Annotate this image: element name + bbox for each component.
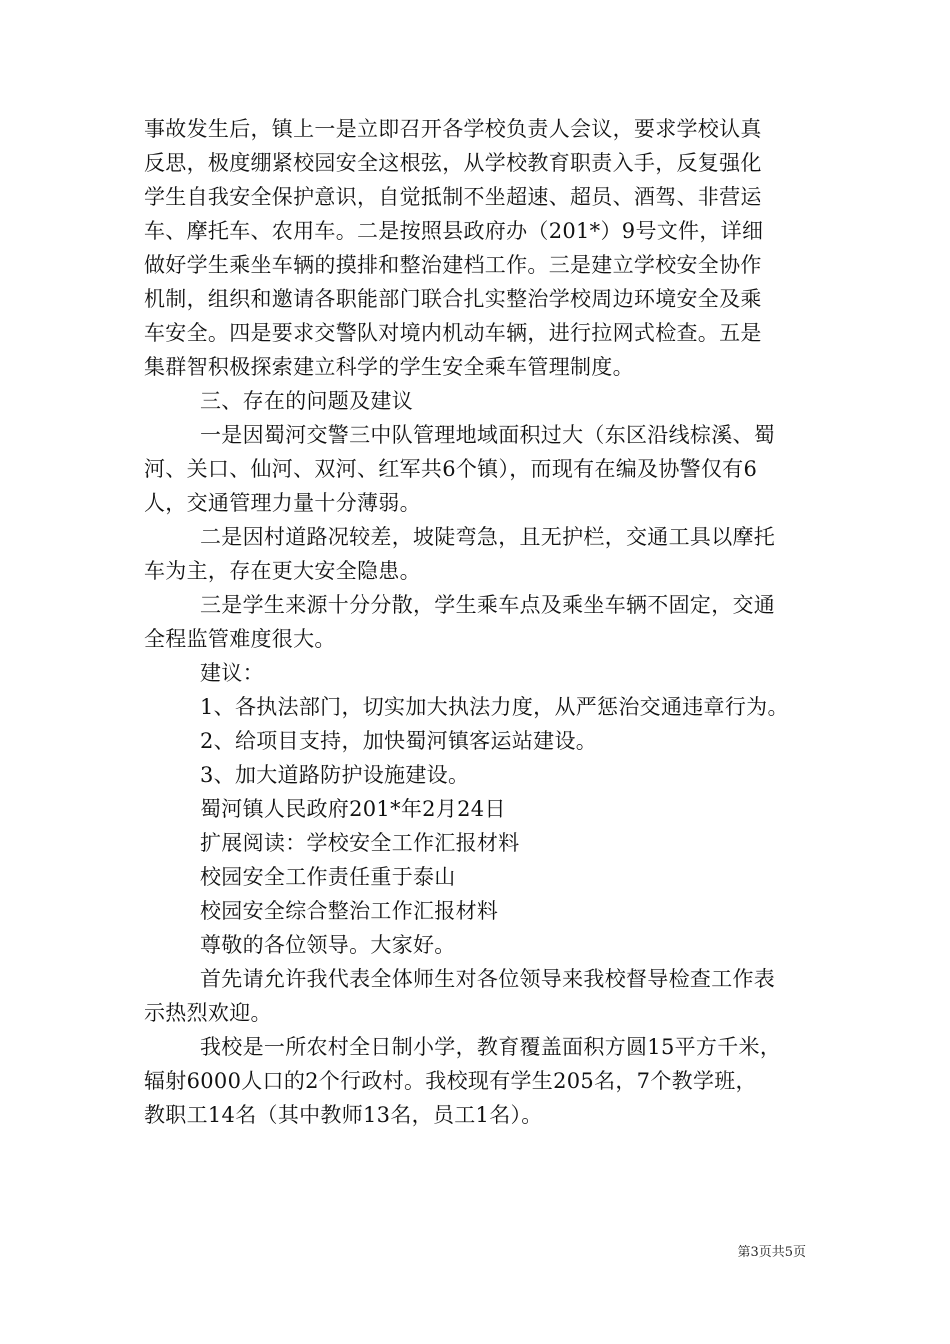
text-line: 教职工14名（其中教师13名，员工1名）。 [144, 1103, 543, 1127]
text-line: 事故发生后，镇上一是立即召开各学校负责人会议，要求学校认真 [144, 117, 762, 141]
text-line: 车为主，存在更大安全隐患。 [144, 559, 421, 583]
text-line: 三、存在的问题及建议 [200, 389, 413, 413]
text-line: 校园安全工作责任重于泰山 [200, 865, 456, 889]
page-number: 第3页共5页 [737, 1245, 806, 1260]
text-line: 辐射6000人口的2个行政村。我校现有学生205名，7个教学班， [144, 1069, 757, 1093]
text-line: 做好学生乘坐车辆的摸排和整治建档工作。三是建立学校安全协作 [144, 253, 762, 277]
text-line: 全程监管难度很大。 [144, 627, 336, 651]
text-line: 建议： [200, 661, 264, 685]
text-line: 尊敬的各位领导。大家好。 [200, 933, 456, 957]
text-line: 我校是一所农村全日制小学，教育覆盖面积方圆15平方千米， [200, 1035, 782, 1059]
text-line: 车安全。四是要求交警队对境内机动车辆，进行拉网式检查。五是 [144, 321, 762, 345]
text-line: 二是因村道路况较差，坡陡弯急，且无护栏，交通工具以摩托 [200, 525, 776, 549]
text-line: 蜀河镇人民政府201*年2月24日 [200, 797, 506, 821]
text-line: 河、关口、仙河、双河、红军共6个镇），而现有在编及协警仅有6 [144, 457, 758, 481]
text-line: 学生自我安全保护意识，自觉抵制不坐超速、超员、酒驾、非营运 [144, 185, 762, 209]
text-line: 车、摩托车、农用车。二是按照县政府办（201*）9号文件，详细 [144, 219, 764, 243]
text-line: 3、加大道路防护设施建设。 [200, 763, 470, 787]
text-line: 人，交通管理力量十分薄弱。 [144, 491, 421, 515]
text-line: 2、给项目支持，加快蜀河镇客运站建设。 [200, 729, 598, 753]
text-line: 校园安全综合整治工作汇报材料 [200, 899, 499, 923]
text-line: 1、各执法部门，切实加大执法力度，从严惩治交通违章行为。 [200, 695, 789, 719]
text-line: 机制，组织和邀请各职能部门联合扎实整治学校周边环境安全及乘 [144, 287, 762, 311]
text-line: 反思，极度绷紧校园安全这根弦，从学校教育职责入手，反复强化 [144, 151, 762, 175]
text-line: 集群智积极探索建立科学的学生安全乘车管理制度。 [144, 355, 634, 379]
text-line: 三是学生来源十分分散，学生乘车点及乘坐车辆不固定，交通 [200, 593, 776, 617]
document-body [144, 112, 808, 1132]
text-line: 示热烈欢迎。 [144, 1001, 272, 1025]
text-line: 首先请允许我代表全体师生对各位领导来我校督导检查工作表 [200, 967, 776, 991]
text-line: 扩展阅读：学校安全工作汇报材料 [200, 831, 520, 855]
text-line: 一是因蜀河交警三中队管理地域面积过大（东区沿线棕溪、蜀 [200, 423, 776, 447]
